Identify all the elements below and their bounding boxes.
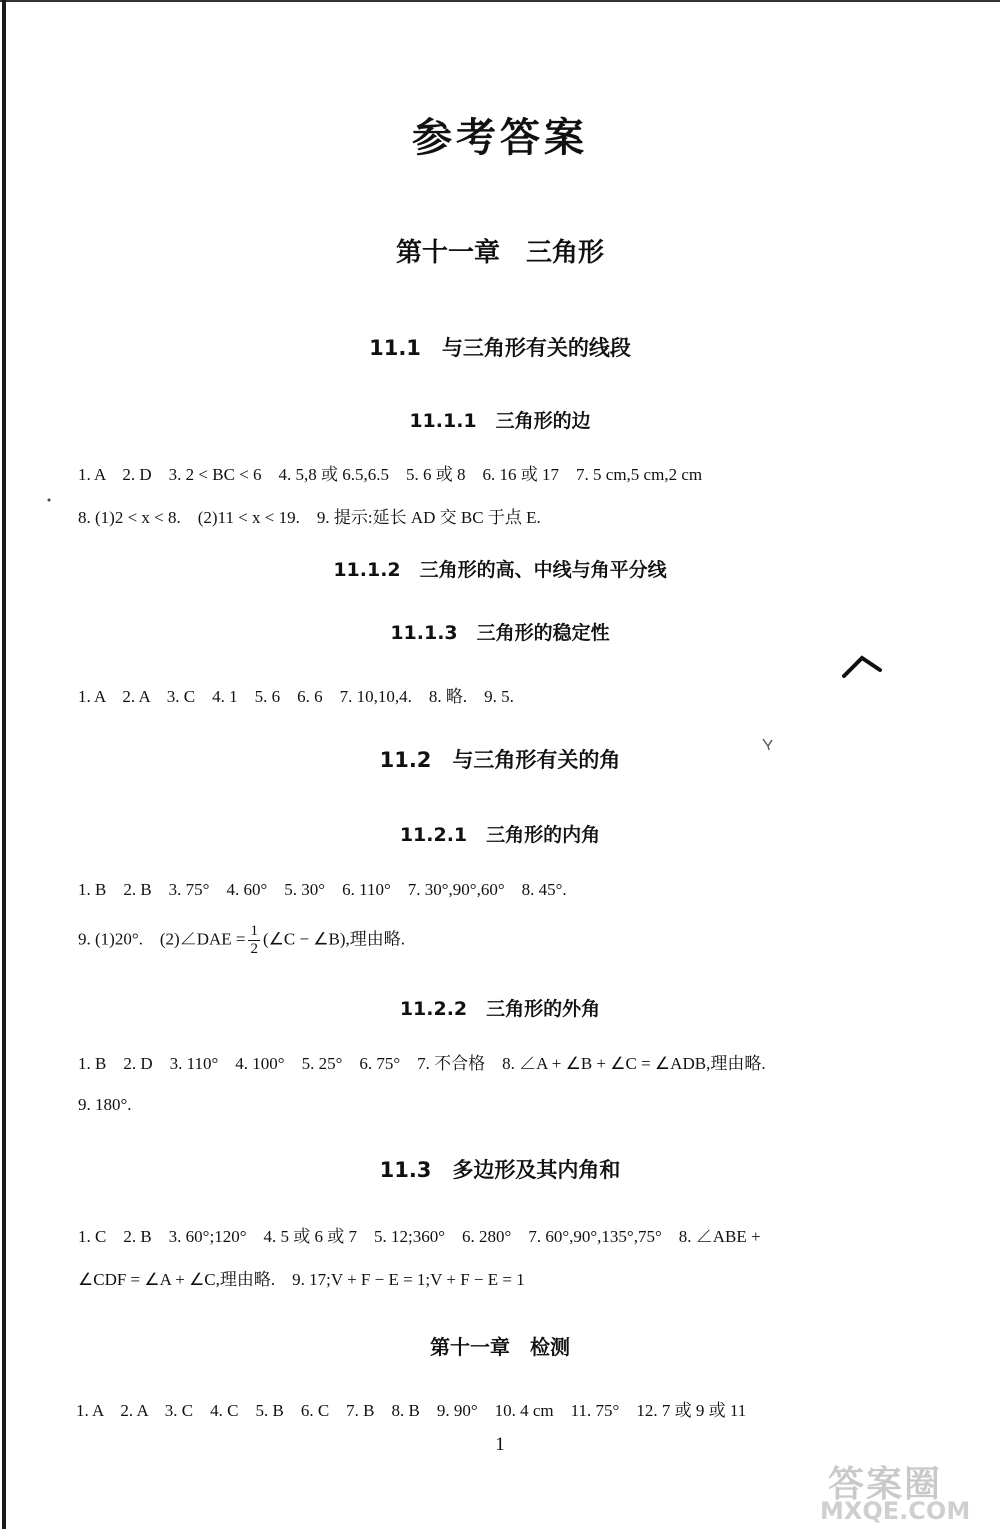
answer-line: 9. 180°. bbox=[78, 1095, 132, 1114]
answer-line-with-fraction bbox=[78, 923, 405, 958]
answer-line: 1. A 2. A 3. C 4. C 5. B 6. C 7. B 8. B 9. 90° 10. 4 cm 11. 75° 12. 7 或 9 或 11 bbox=[76, 1401, 747, 1420]
page-number: 1 bbox=[495, 1434, 505, 1455]
section-heading-11-1: 11.1 与三角形有关的线段 bbox=[369, 336, 631, 360]
answer-line: 8. (1)2 < x < 8. (2)11 < x < 19. 9. 提示:延长 AD 交 BC 于点 E. bbox=[78, 508, 541, 527]
subsection-heading-11-2-1: 11.2.1 三角形的内角 bbox=[399, 824, 601, 846]
answer-line: 1. A 2. D 3. 2 < BC < 6 4. 5,8 或 6.5,6.5 5. 6 或 8 6. 16 或 17 7. 5 cm,5 cm,2 cm bbox=[78, 465, 703, 484]
ink-dot bbox=[44, 496, 54, 504]
fraction-denominator: 2 bbox=[250, 941, 258, 957]
answer-line: ∠CDF = ∠A + ∠C,理由略. 9. 17;V + F − E = 1;V + F − E = 1 bbox=[78, 1270, 525, 1289]
watermark-url: MXQE.COM bbox=[820, 1497, 971, 1525]
answer-line: 1. B 2. B 3. 75° 4. 60° 5. 30° 6. 110° 7. 30°,90°,60° 8. 45°. bbox=[78, 880, 567, 899]
chapter-test-heading: 第十一章 检测 bbox=[430, 1335, 570, 1359]
ink-speck bbox=[760, 736, 776, 752]
answer-line: 1. C 2. B 3. 60°;120° 4. 5 或 6 或 7 5. 12;360° 6. 280° 7. 60°,90°,135°,75° 8. ∠ABE + bbox=[78, 1227, 761, 1246]
watermark-logo: 答案圈 bbox=[828, 1464, 943, 1505]
answer-line: 1. A 2. A 3. C 4. 1 5. 6 6. 6 7. 10,10,4. 8. 略. 9. 5. bbox=[78, 687, 514, 706]
pen-mark-scribble bbox=[842, 652, 884, 682]
fraction-numerator: 1 bbox=[250, 923, 258, 939]
subsection-heading-11-1-1: 11.1.1 三角形的边 bbox=[409, 410, 591, 432]
subsection-heading-11-1-2: 11.1.2 三角形的高、中线与角平分线 bbox=[333, 559, 667, 581]
answer-text: (∠C − ∠B),理由略. bbox=[262, 929, 406, 949]
subsection-heading-11-2-2: 11.2.2 三角形的外角 bbox=[399, 998, 601, 1020]
fraction bbox=[248, 923, 260, 958]
answer-line: 1. B 2. D 3. 110° 4. 100° 5. 25° 6. 75° 7. 不合格 8. ∠A + ∠B + ∠C = ∠ADB,理由略. bbox=[78, 1054, 766, 1073]
top-edge-line bbox=[0, 0, 1000, 2]
section-heading-11-3: 11.3 多边形及其内角和 bbox=[379, 1158, 621, 1182]
subsection-heading-11-1-3: 11.1.3 三角形的稳定性 bbox=[390, 622, 610, 644]
answer-text: 9. (1)20°. (2)∠DAE = bbox=[78, 929, 246, 949]
page-title: 参考答案 bbox=[412, 115, 588, 161]
chapter-heading: 第十一章 三角形 bbox=[395, 238, 604, 268]
section-heading-11-2: 11.2 与三角形有关的角 bbox=[379, 748, 621, 772]
